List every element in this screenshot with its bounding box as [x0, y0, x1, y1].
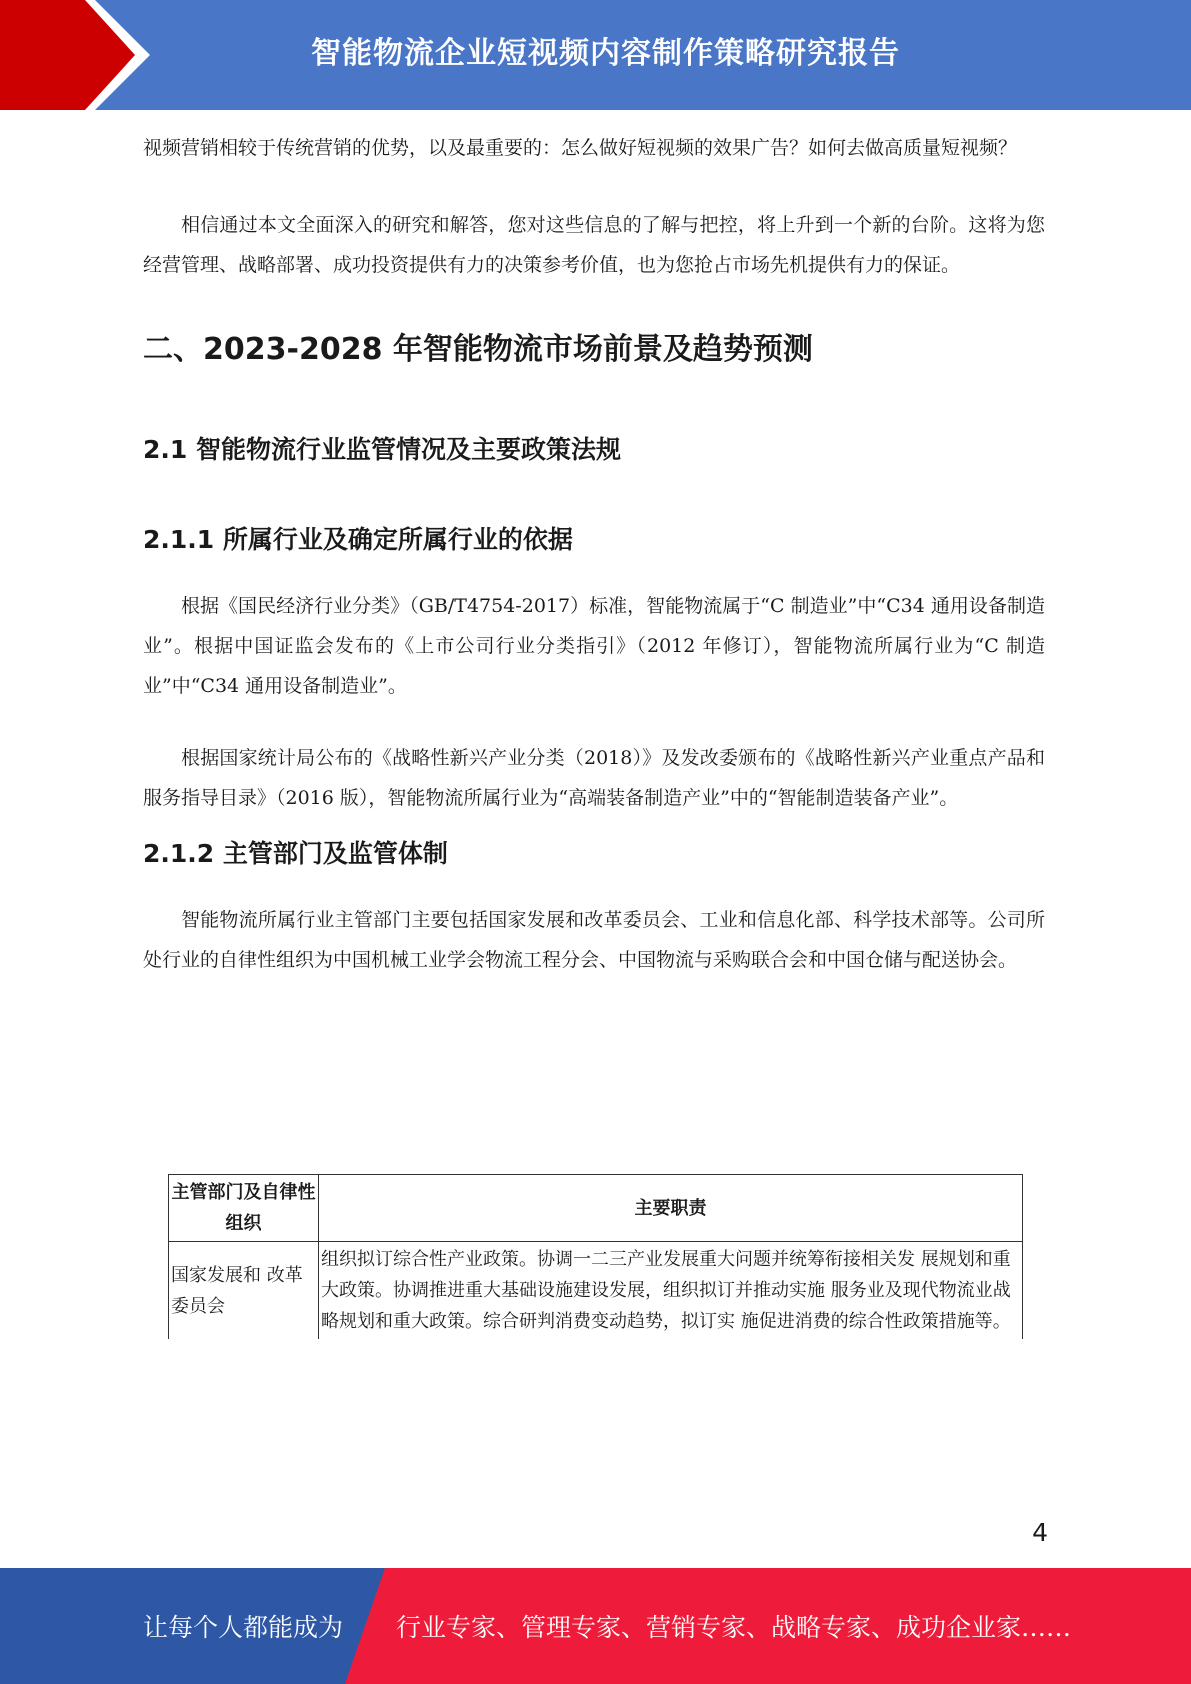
- intro-paragraph: 相信通过本文全面深入的研究和解答，您对这些信息的了解与把控，将上升到一个新的台阶。这将为您经营管理、战略部署、成功投资提供有力的决策参考价值，也为您抢占市场先机提供有力的保证。: [143, 214, 1045, 276]
- paragraph-strategic-industry: 根据国家统计局公布的《战略性新兴产业分类（2018）》及发改委颁布的《战略性新兴产业重点产品和服务指导目录》（2016 版），智能物流所属行业为“高端装备制造产业”中的“智能制造装备产业”。: [143, 747, 1045, 809]
- paragraph-industry-classification: 根据《国民经济行业分类》（GB/T4754-2017）标准，智能物流属于“C 制造业”中“C34 通用设备制造业”。根据中国证监会发布的《上市公司行业分类指引》（2012 年修订），智能物流所属行业为“C 制造业”中“C34 通用设备制造业”。: [143, 595, 1045, 697]
- report-title: 智能物流企业短视频内容制作策略研究报告: [311, 36, 900, 71]
- subsubsection-heading-2: 2.1.2 主管部门及监管体制: [143, 839, 448, 868]
- footer-slogan-left: 让每个人都能成为: [143, 1613, 344, 1642]
- table-cell-org: 国家发展和 改革委员会: [169, 1242, 319, 1340]
- regulator-duty-table: [168, 1174, 1023, 1339]
- subsection-heading: 2.1 智能物流行业监管情况及主要政策法规: [143, 435, 621, 464]
- header-arrow-decoration: [0, 0, 150, 110]
- footer-slogan-right: 行业专家、管理专家、营销专家、战略专家、成功企业家……: [396, 1613, 1072, 1642]
- page-number: 4: [1032, 1518, 1048, 1547]
- table-cell-duty: 组织拟订综合性产业政策。协调一二三产业发展重大问题并统筹衔接相关发 展规划和重大政策。协调推进重大基础设施建设发展，组织拟订并推动实施 服务业及现代物流业战略规划和重大政策。综合研判消费变动趋势，拟订实 施促进消费的综合性政策措施等。: [319, 1242, 1023, 1340]
- document-body: [143, 128, 1045, 980]
- section-heading: 二、2023-2028 年智能物流市场前景及趋势预测: [143, 332, 813, 367]
- table-header-row: [169, 1175, 1023, 1242]
- page-footer: [0, 1568, 1191, 1684]
- paragraph-regulators: 智能物流所属行业主管部门主要包括国家发展和改革委员会、工业和信息化部、科学技术部等。公司所处行业的自律性组织为中国机械工业学会物流工程分会、中国物流与采购联合会和中国仓储与配送协会。: [143, 909, 1045, 971]
- page-header: [0, 0, 1191, 110]
- subsubsection-heading-1: 2.1.1 所属行业及确定所属行业的依据: [143, 525, 573, 554]
- table-row: [169, 1242, 1023, 1340]
- table-header-org: 主管部门及自律性组织: [169, 1175, 319, 1242]
- intro-continuation: 视频营销相较于传统营销的优势，以及最重要的：怎么做好短视频的效果广告？如何去做高质量短视频？: [143, 137, 1018, 159]
- table-header-duty: 主要职责: [319, 1175, 1023, 1242]
